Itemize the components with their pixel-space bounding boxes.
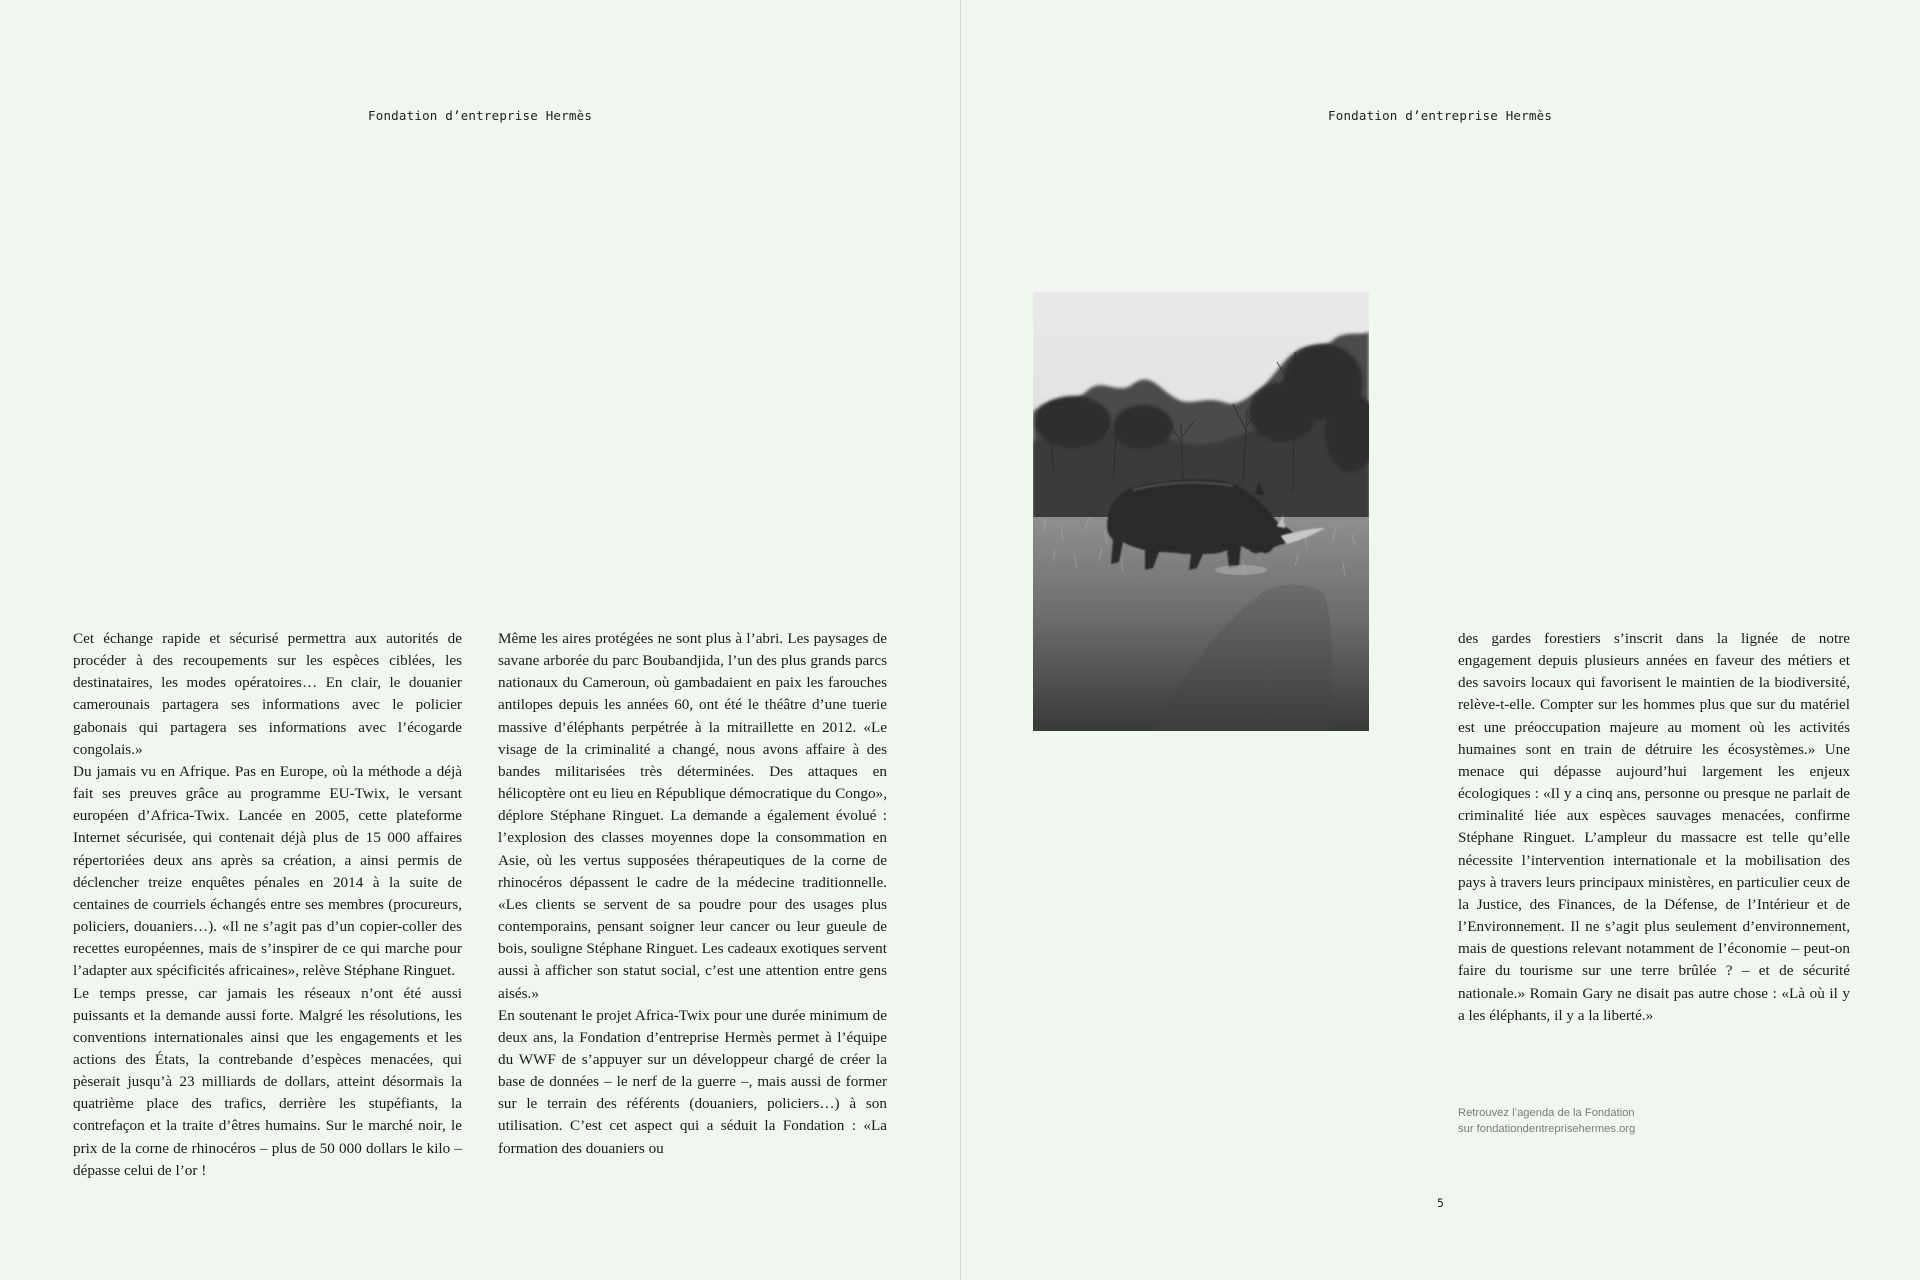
running-head-right: Fondation d’entreprise Hermès	[1328, 108, 1553, 123]
right-page	[961, 0, 1920, 1280]
text-column-1	[73, 628, 462, 1182]
paragraph: des gardes forestiers s’inscrit dans la lignée de notre engagement depuis plusieurs années en faveur des métiers et des savoirs locaux qui favorisent le maintien de la biodiversité, relève-t-elle. Compter sur les hommes plus que sur du matériel est une préoccupation majeure au moment où les activités humaines sont en train de détruire les écosystèmes.» Une menace qui dépasse aujourd’hui largement les enjeux écologiques : «Il y a cinq ans, personne ou presque ne parlait de criminalité liée aux espèces sauvages menacées, confirme Stéphane Ringuet. L’ampleur du massacre est telle qu’elle nécessite l’intervention internationale et la mobilisation des pays à travers leurs principaux ministères, en particulier ceux de la Justice, des Finances, de la Défense, de l’Intérieur et de l’Environnement. Il ne s’agit plus seulement d’environnement, mais de questions relevant notamment de l’économie – peut-on faire du tourisme sur une terre brûlée ? – et de sécurité nationale.» Romain Gary ne disait pas autre chose : «Là où il y a les éléphants, il y a la liberté.»	[1458, 630, 1850, 1024]
paragraph: Cet échange rapide et sécurisé permettra aux autorités de procéder à des recoupements sur les espèces ciblées, les destinataires, les modes opératoires… En clair, le douanier camerounais partagera ses informations avec le policier gabonais qui partagera ses informations avec l’écogarde congolais.»	[73, 630, 462, 758]
paragraph: Même les aires protégées ne sont plus à l’abri. Les paysages de savane arborée du parc Boubandjida, l’un des plus grands parcs nationaux du Cameroun, où gambadaient en paix les farouches antilopes depuis les années 60, ont été le théâtre d’une tuerie massive d’éléphants perpétrée à la mitraillette en 2012. «Le visage de la criminalité a changé, nous avons affaire à des bandes militarisées très déterminées. Des attaques en hélicoptère ont eu lieu en République démocratique du Congo», déplore Stéphane Ringuet. La demande a également évolué : l’explosion des classes moyennes dope la consommation en Asie, où les vertus supposées thérapeutiques de la corne de rhinocéros dépassent le cadre de la médecine traditionnelle. «Les clients se servent de sa poudre pour des usages plus contemporains, pensant soigner leur cancer ou leur gueule de bois, souligne Stéphane Ringuet. Les cadeaux exotiques servent aussi à afficher son statut social, c’est une attention entre gens aisés.»	[498, 630, 887, 1002]
text-column-2	[498, 628, 887, 1160]
rhinoceros-photo-illustration	[1033, 292, 1369, 731]
paragraph: Du jamais vu en Afrique. Pas en Europe, où la méthode a déjà fait ses preuves grâce au programme EU-Twix, le versant européen d’Africa-Twix. Lancée en 2005, cette plateforme Internet sécurisée, qui contenait déjà plus de 15 000 affaires répertoriées deux ans après sa création, a ainsi permis de déclencher treize enquêtes pénales en 2014 à la suite de centaines de courriels échangés entre ses membres (procureurs, policiers, douaniers…). «Il ne s’agit pas d’un copier-coller des recettes européennes, mais de s’inspirer de ce qui marche pour l’adapter aux spécificités africaines», relève Stéphane Ringuet.	[73, 762, 462, 980]
paragraph: En soutenant le projet Africa-Twix pour une durée minimum de deux ans, la Fondation d’entreprise Hermès permet à l’équipe du WWF de s’appuyer sur un développeur chargé de créer la base de données – le nerf de la guerre –, mais aussi de former sur le terrain des référents (douaniers, policiers…) à son utilisation. C’est cet aspect qui a séduit la Fondation : «La formation des douaniers ou	[498, 1006, 887, 1157]
footnote	[1458, 1105, 1635, 1137]
page-number: 5	[1437, 1196, 1444, 1210]
footnote-line-1: Retrouvez l’agenda de la Fondation	[1458, 1107, 1635, 1119]
rhinoceros-photo	[1033, 292, 1369, 731]
footnote-website-link[interactable]: sur fondationdentreprisehermes.org	[1458, 1123, 1636, 1135]
text-column-3	[1458, 628, 1850, 1027]
paragraph: Le temps presse, car jamais les réseaux n’ont été aussi puissants et la demande aussi forte. Malgré les résolutions, les conventions internationales ainsi que les engagements et les actions des États, la contrebande d’espèces menacées, qui pèserait jusqu’à 23 milliards de dollars, atteint désormais la quatrième place des trafics, derrière les stupéfiants, la contrefaçon et la traite d’êtres humains. Sur le marché noir, le prix de la corne de rhinocéros – plus de 50 000 dollars le kilo – dépasse celui de l’or !	[73, 984, 462, 1179]
running-head-left: Fondation d’entreprise Hermès	[368, 108, 593, 123]
